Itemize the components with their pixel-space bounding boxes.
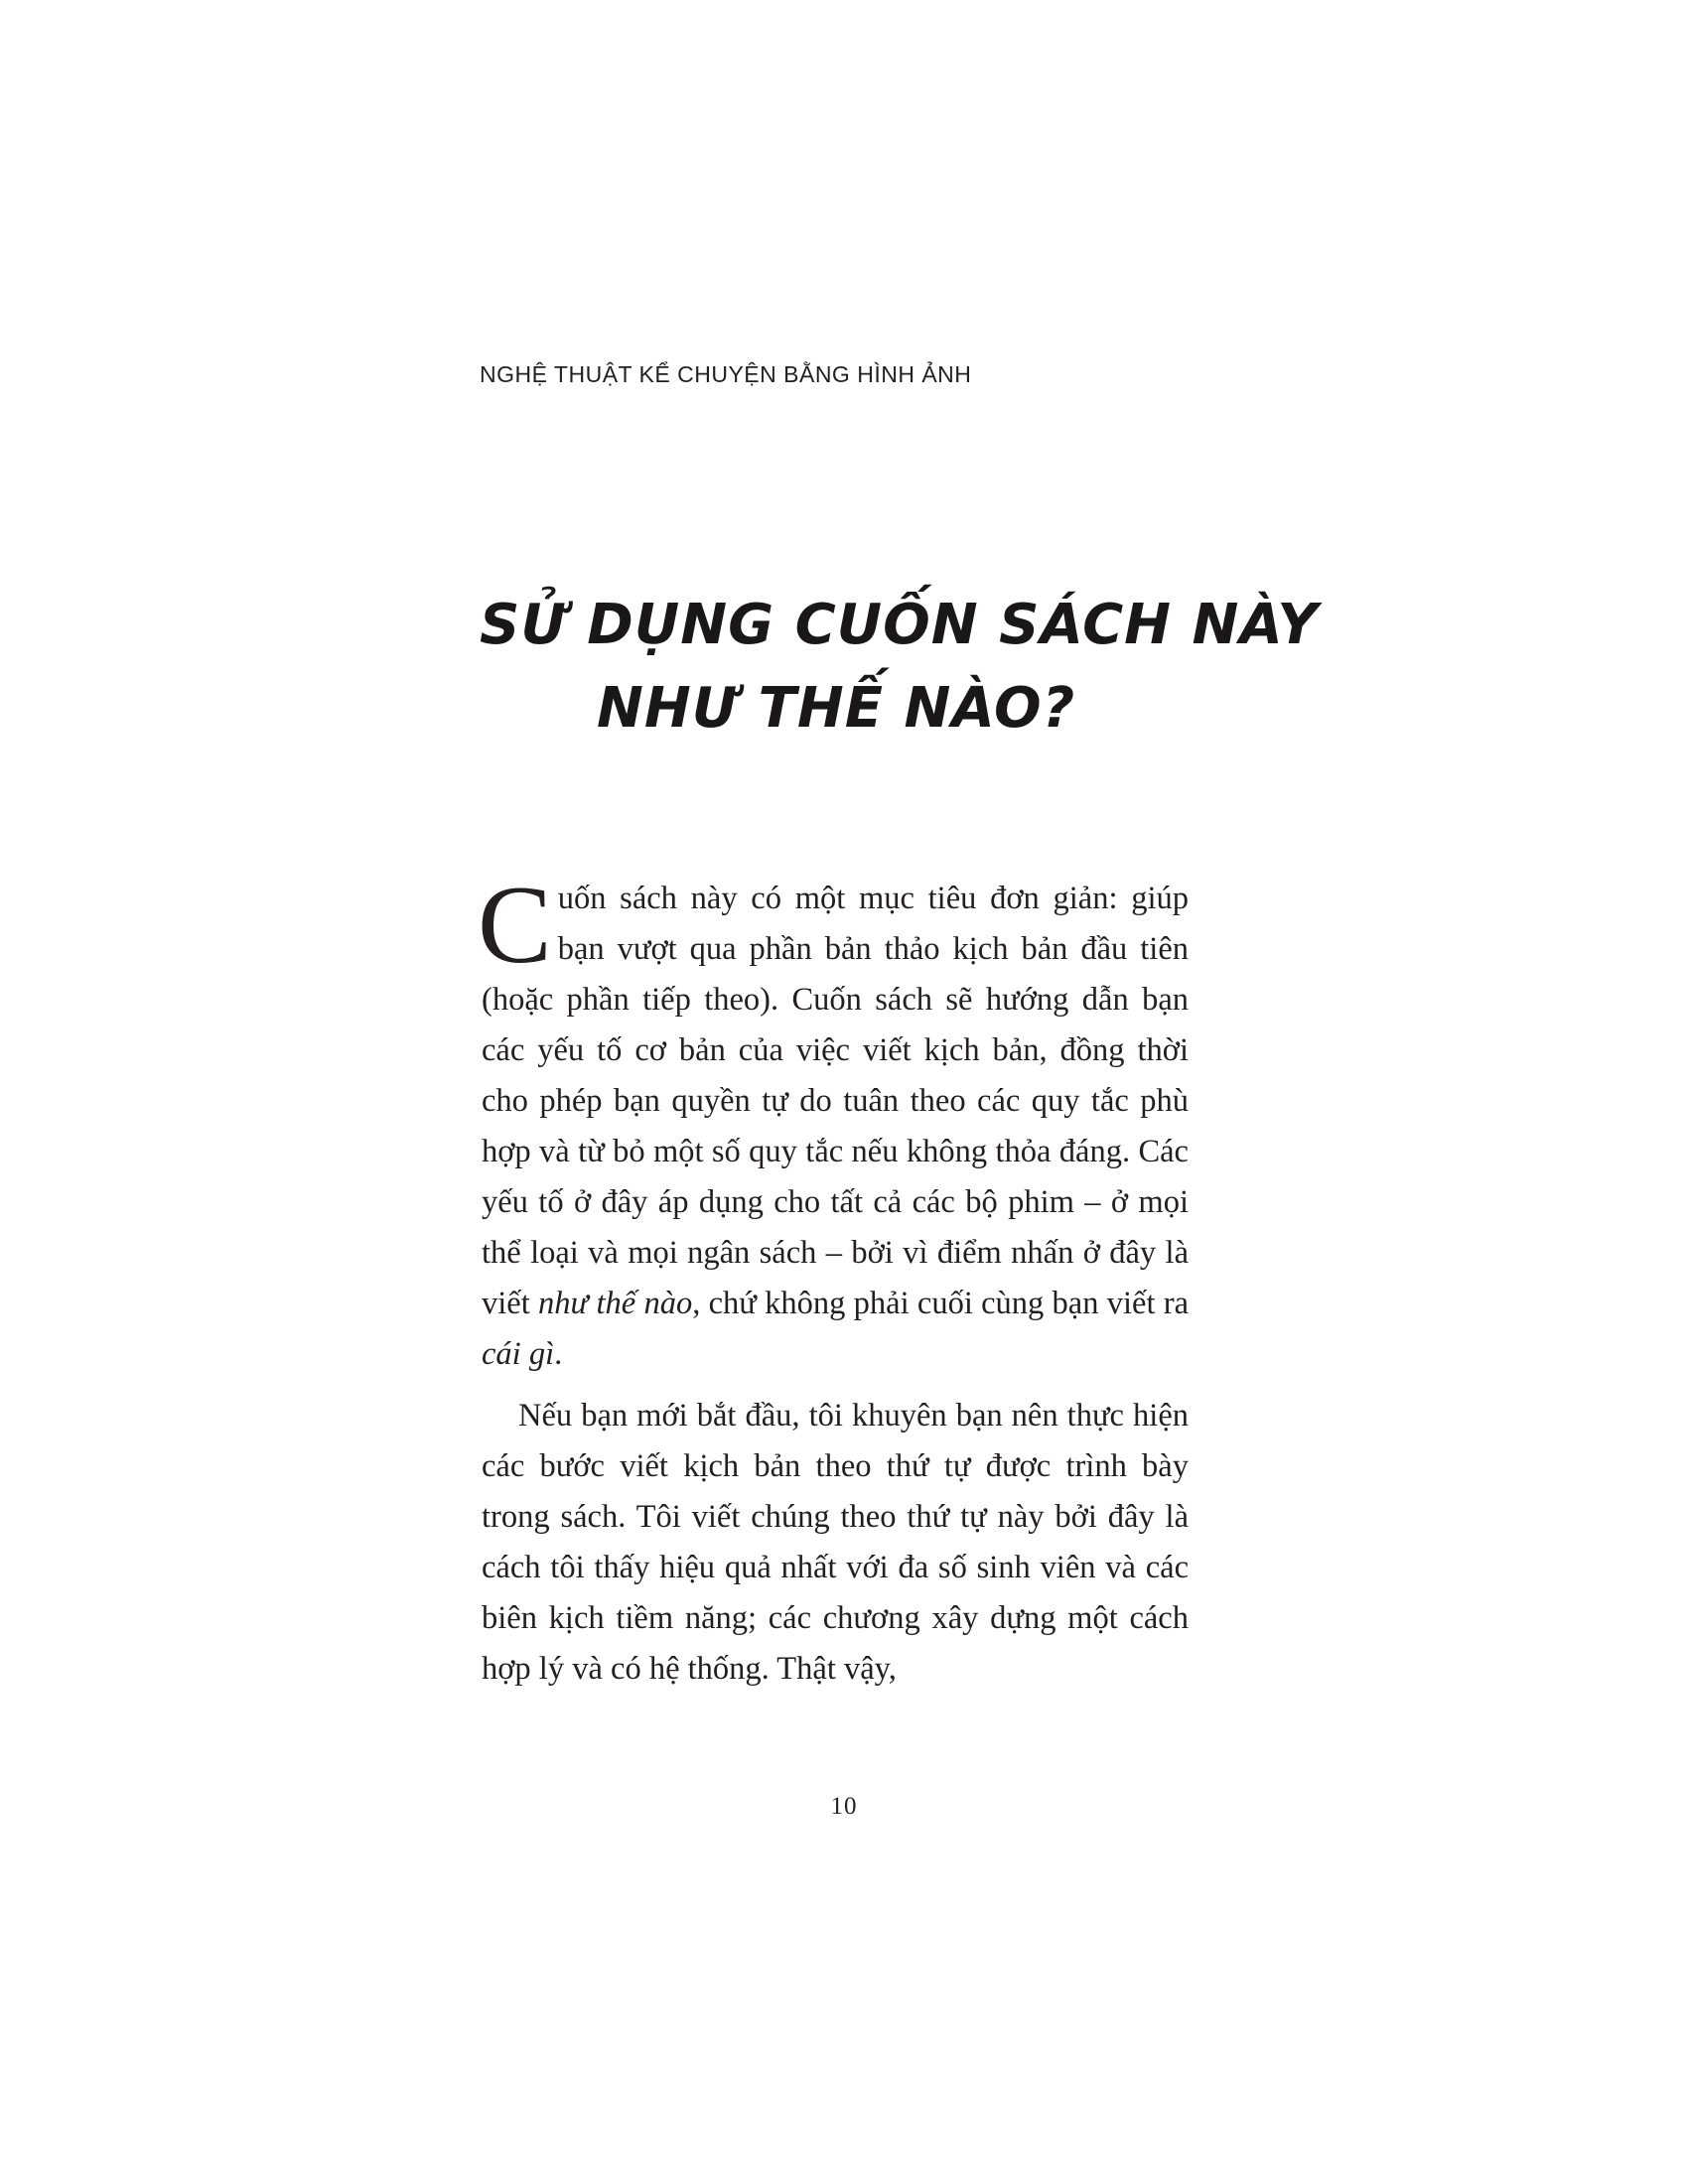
chapter-title-line-2: NHƯ THẾ NÀO?: [596, 676, 1076, 741]
paragraph-1-text: uốn sách này có một mục tiêu đơn giản: giúp bạn vượt qua phần bản thảo kịch bản đầu tiên (hoặc phần tiếp theo). Cuốn sách sẽ hướng dẫn bạn các yếu tố cơ bản của việc viết kịch bản, đồng thời cho phép bạn quyền tự do tuân theo các quy tắc phù hợp và từ bỏ một số quy tắc nếu không thỏa đáng. Các yếu tố ở đây áp dụng cho tất cả các bộ phim – ở mọi thể loại và mọi ngân sách – bởi vì điểm nhấn ở đây là viết: [482, 881, 1189, 1321]
page-number: 10: [830, 1793, 858, 1820]
running-header: NGHỆ THUẬT KỂ CHUYỆN BẰNG HÌNH ẢNH: [480, 361, 972, 387]
body-text: [478, 864, 1189, 1695]
paragraph-1-text-continued: , chứ không phải cuối cùng bạn viết ra: [692, 1286, 1189, 1321]
chapter-title-line-1: SỬ DỤNG CUỐN SÁCH NÀY: [480, 593, 1319, 657]
paragraph-1-end: .: [554, 1336, 563, 1372]
chapter-title: [480, 584, 1319, 751]
paragraph-1: [478, 864, 1189, 1380]
paragraph-1-emphasis-what: cái gì: [482, 1336, 555, 1372]
paragraph-2: Nếu bạn mới bắt đầu, tôi khuyên bạn nên thực hiện các bước viết kịch bản theo thứ tự được trình bày trong sách. Tôi viết chúng theo thứ tự này bởi đây là cách tôi thấy hiệu quả nhất với đa số sinh viên và các biên kịch tiềm năng; các chương xây dựng một cách hợp lý và có hệ thống. Thật vậy,: [482, 1398, 1189, 1687]
paragraph-1-emphasis-how: như thế nào: [538, 1286, 693, 1321]
drop-cap: C: [478, 864, 552, 987]
